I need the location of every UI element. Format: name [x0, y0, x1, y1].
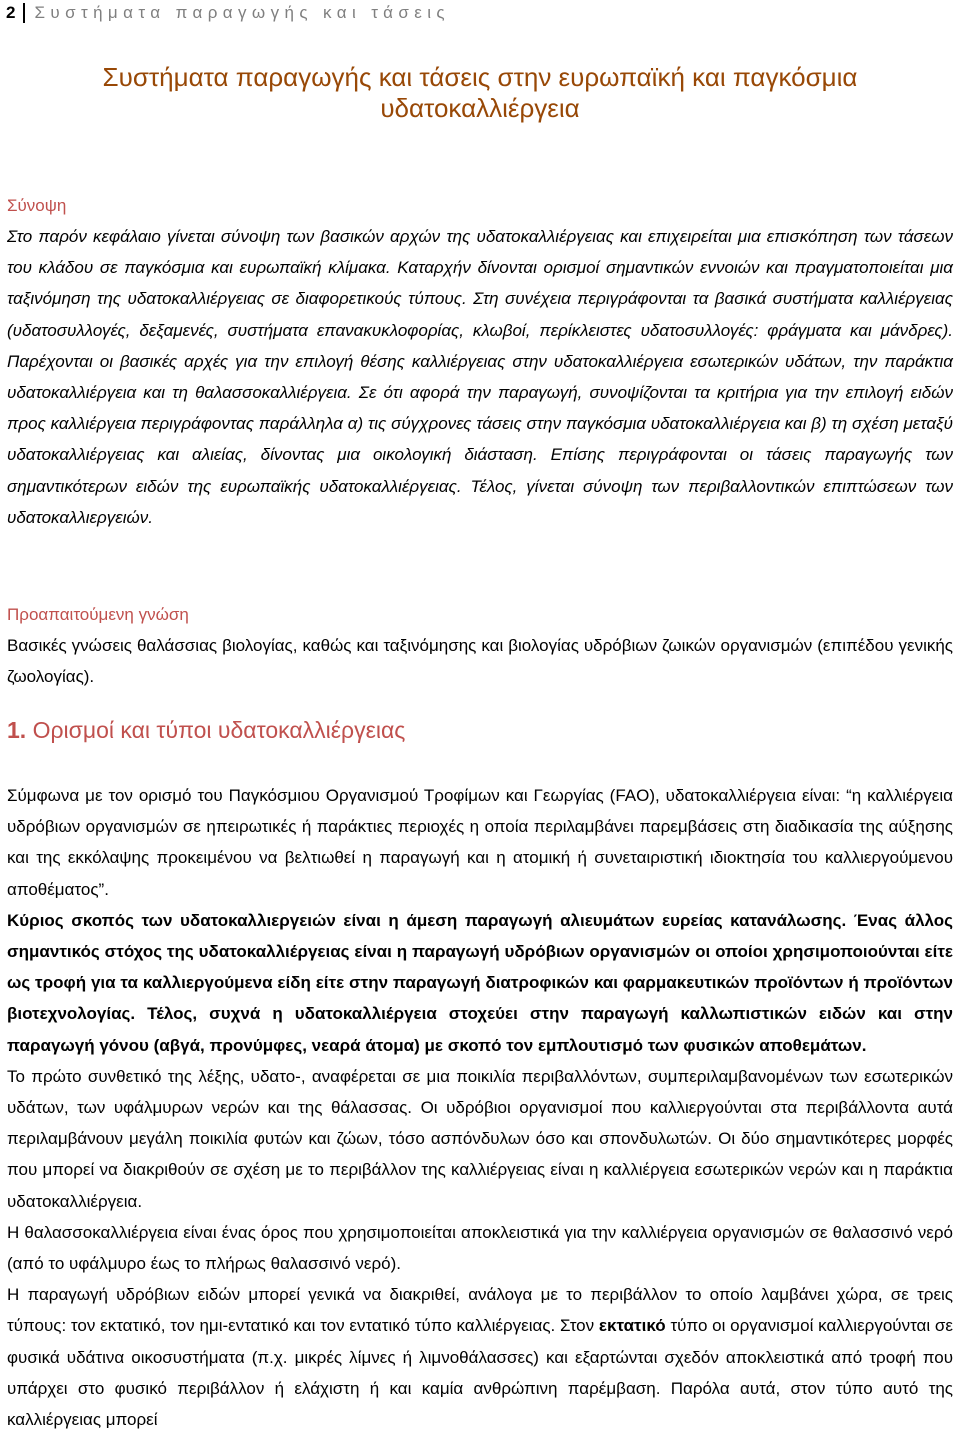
paragraph-fao-definition: Σύμφωνα με τον ορισμό του Παγκόσμιου Οργανισμού Τροφίμων και Γεωργίας (FAO), υδατοκαλλιέργεια είναι: “η καλλιέργεια υδρόβιων οργανισμών σε ηπειρωτικές ή παράκτιες περιοχές η οποία περιλαμβάνει παρεμβάσεις στη διαδικασία της αύξησης και της εκκόλαψης προκειμένου να βελτιωθεί η παραγωγή και η ατομική ή συνεταιριστική ιδιοκτησία του καλλιεργούμενου αποθέματος”.	[7, 786, 953, 899]
chapter-title	[30, 62, 930, 124]
section-number: 1.	[7, 717, 27, 743]
section-1	[7, 714, 953, 746]
chapter-title-line1: Συστήματα παραγωγής και τάσεις στην ευρωπαϊκή και παγκόσμια	[102, 62, 858, 92]
summary-label: Σύνοψη	[7, 196, 67, 215]
production-types-text-start: Η παραγωγή υδρόβιων ειδών μπορεί γενικά να διακριθεί, ανάλογα με το περιβάλλον το οποίο λαμβάνει χώρα, σε τρεις τύπους: τον εκτατικό, τον ημι-εντατικό και τον εντατικό τύπο καλλιέργειας. Στον	[7, 1285, 953, 1336]
section-1-body	[7, 780, 953, 1435]
running-title: Συστήματα παραγωγής και τάσεις	[34, 3, 451, 22]
prerequisite-section	[7, 600, 953, 692]
running-header	[6, 0, 450, 26]
page-number: 2	[6, 3, 16, 22]
section-heading	[7, 714, 953, 746]
paragraph-production-types	[7, 1279, 953, 1435]
summary-section	[7, 191, 953, 533]
section-title: Ορισμοί και τύποι υδατοκαλλιέργειας	[32, 717, 406, 743]
chapter-title-line2: υδατοκαλλιέργεια	[380, 93, 580, 123]
header-divider	[23, 3, 25, 23]
paragraph-main-purpose: Κύριος σκοπός των υδατοκαλλιεργειών είναι η άμεση παραγωγή αλιευμάτων ευρείας κατανάλωσης. Ένας άλλος σημαντικός στόχος της υδατοκαλλιέργειας είναι η παραγωγή υδρόβιων οργανισμών οι οποίοι χρησιμοποιούνται είτε ως τροφή για τα καλλιεργούμενα είδη είτε στην παραγωγή διατροφικών και φαρμακευτικών προϊόντων ή προϊόντων βιοτεχνολογίας. Τέλος, συχνά η υδατοκαλλιέργεια στοχεύει στην παραγωγή καλλωπιστικών ειδών και στην παραγωγή γόνου (αβγά, προνύμφες, νεαρά άτομα) με σκοπό τον εμπλουτισμό των φυσικών αποθεμάτων.	[7, 910, 953, 1055]
paragraph-environments: Το πρώτο συνθετικό της λέξης, υδατο-, αναφέρεται σε μια ποικιλία περιβαλλόντων, συμπεριλαμβανομένων των εσωτερικών υδάτων, των υφάλμυρων νερών και της θάλασσας. Οι υδρόβιοι οργανισμοί που καλλιεργούνται στα περιβάλλοντα αυτά περιλαμβάνουν μεγάλη ποικιλία φυτών και ζώων, τόσο ασπόνδυλων όσο και σπονδυλωτών. Οι δύο σημαντικότερες μορφές που μπορεί να διακριθούν σε σχέση με το περιβάλλον της καλλιέργειας είναι η καλλιέργεια εσωτερικών νερών και η παράκτια υδατοκαλλιέργεια.	[7, 1066, 953, 1211]
paragraph-mariculture: Η θαλασσοκαλλιέργεια είναι ένας όρος που χρησιμοποιείται αποκλειστικά για την καλλιέργεια οργανισμών σε θαλασσινό νερό (από το υφάλμυρο έως το πλήρως θαλασσινό νερό).	[7, 1222, 953, 1274]
extensive-term: εκτατικό	[598, 1316, 666, 1336]
summary-text: Στο παρόν κεφάλαιο γίνεται σύνοψη των βασικών αρχών της υδατοκαλλιέργειας και επιχειρείται μια επισκόπηση των τάσεων του κλάδου σε παγκόσμια και ευρωπαϊκή κλίμακα. Καταρχήν δίνονται ορισμοί σημαντικών εννοιών και πραγματοποιείται μια ταξινόμηση της υδατοκαλλιέργειας σε διαφορετικούς τύπους. Στη συνέχεια περιγράφονται τα βασικά συστήματα καλλιέργειας (υδατοσυλλογές, δεξαμενές, συστήματα επανακυκλοφορίας, κλωβοί, περίκλειστες υδατοσυλλογές: φράγματα και μάνδρες). Παρέχονται οι βασικές αρχές για την επιλογή θέσης καλλιέργειας στην υδατοκαλλιέργεια εσωτερικών υδάτων, την παράκτια υδατοκαλλιέργεια και τη θαλασσοκαλλιέργεια. Σε ότι αφορά την παραγωγή, συνοψίζονται τα κριτήρια για την επιλογή ειδών προς καλλιέργεια περιγράφοντας παράλληλα α) τις σύγχρονες τάσεις στην παγκόσμια υδατοκαλλιέργεια και β) τη σχέση μεταξύ υδατοκαλλιέργειας και αλιείας, δίνοντας μια οικολογική διάσταση. Επίσης περιγράφονται οι τάσεις παραγωγής των σημαντικότερων ειδών της ευρωπαϊκής υδατοκαλλιέργειας. Τέλος, γίνεται σύνοψη των περιβαλλοντικών επιπτώσεων των υδατοκαλλιεργειών.	[7, 227, 953, 527]
prerequisite-label: Προαπαιτούμενη γνώση	[7, 605, 189, 624]
production-types-text-end: τύπο οι οργανισμοί καλλιεργούνται σε φυσικά υδάτινα οικοσυστήματα (π.χ. μικρές λίμνες ή λιμνοθάλασσες) και εξαρτώνται σχεδόν αποκλειστικά από τροφή που υπάρχει στο φυσικό περιβάλλον ή ελάχιστη ή και καμία ανθρώπινη παρέμβαση. Παρόλα αυτά, στον τύπο αυτό της καλλιέργειας μπορεί	[7, 1316, 953, 1430]
prerequisite-text: Βασικές γνώσεις θαλάσσιας βιολογίας, καθώς και ταξινόμησης και βιολογίας υδρόβιων ζωικών οργανισμών (επιπέδου γενικής ζωολογίας).	[7, 636, 953, 687]
